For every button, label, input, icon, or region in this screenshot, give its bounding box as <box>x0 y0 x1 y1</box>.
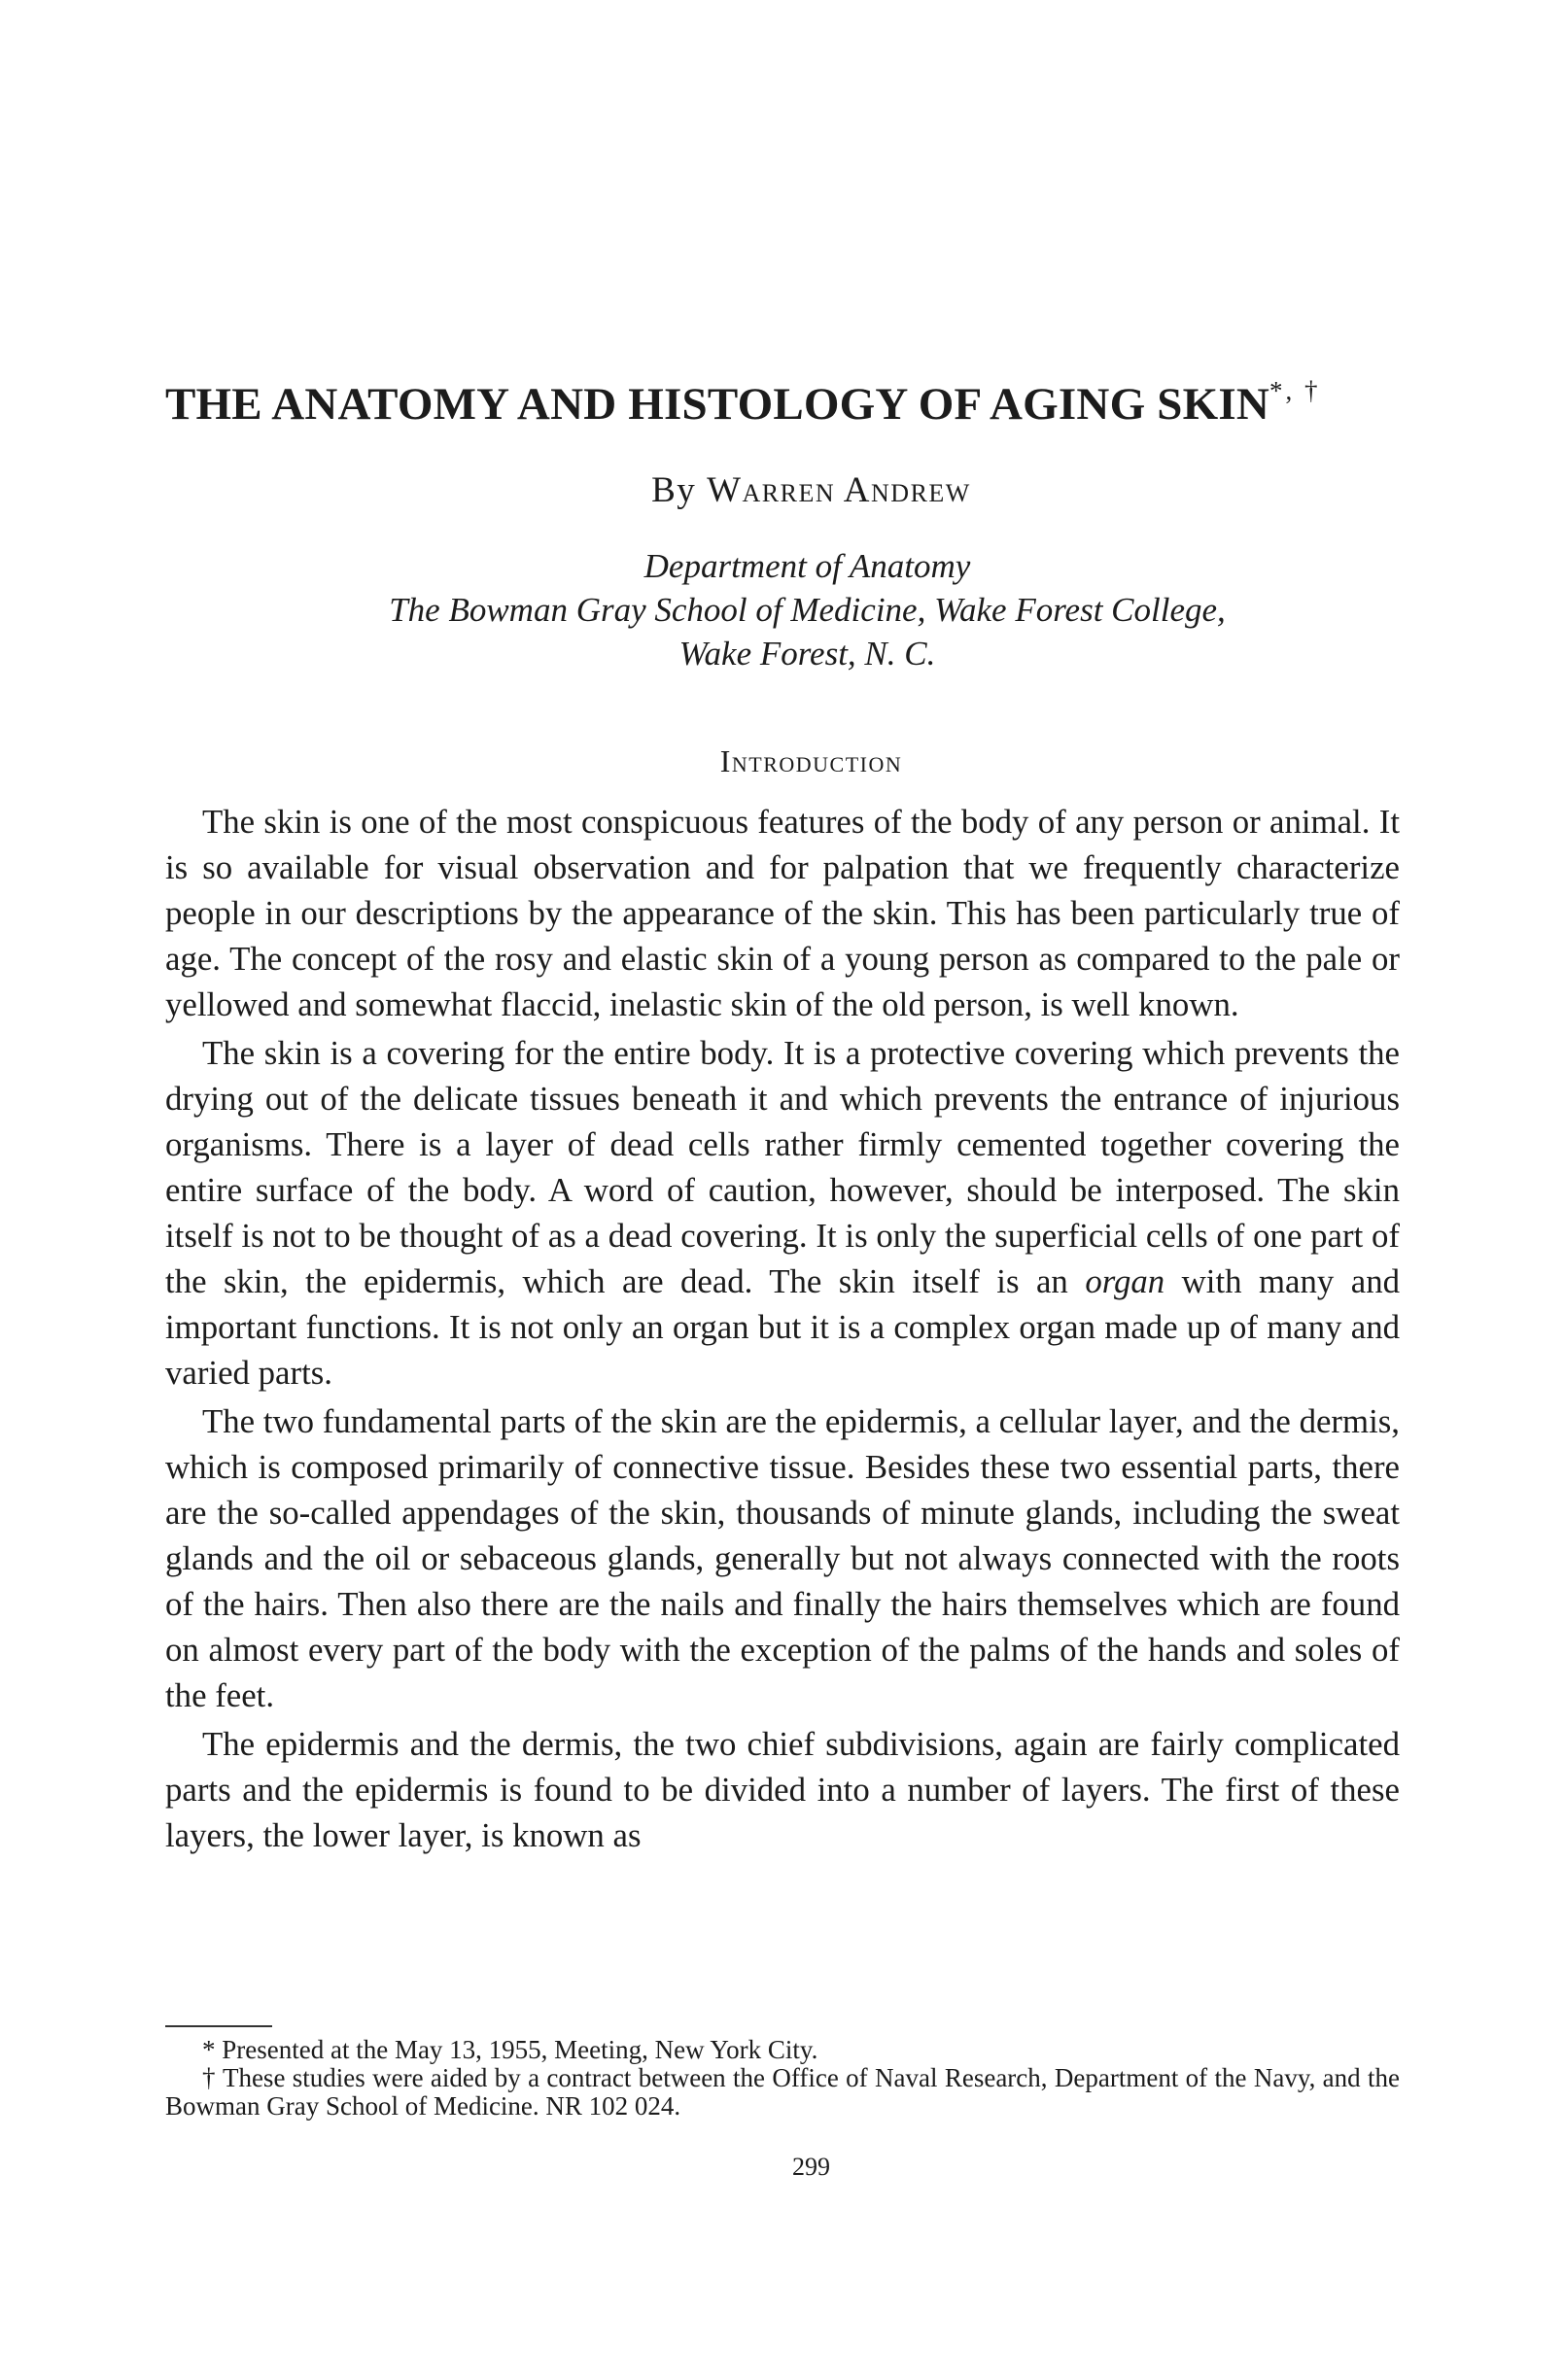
footnote-presented: * Presented at the May 13, 1955, Meeting, New York City. <box>202 2035 818 2064</box>
affiliation-location: Wake Forest, N. C. <box>678 635 936 673</box>
footnotes <box>165 2036 1400 2121</box>
paragraph-text: The skin is a covering for the entire body. It is a protective covering which prevents the drying out of the delicate tissues beneath it and which prevents the entrance of injurious organisms. There is a layer of dead cells rather firmly cemented together covering the entire surface of the body. A word of caution, however, should be interposed. The skin itself is not to be thought of as a dead covering. It is only the superficial cells of one part of the skin, the epidermis, which are dead. The skin itself is an <box>165 1034 1400 1300</box>
byline-prefix: By <box>651 470 697 510</box>
section-heading: Introduction <box>719 743 903 778</box>
footnote-divider <box>165 2025 272 2027</box>
paragraph-text: with many and important functions. It is not only an organ but it is a complex organ made up of many and varied parts. <box>165 1262 1400 1392</box>
page-number: 299 <box>792 2153 830 2181</box>
body-paragraph <box>165 1030 1400 1396</box>
author-byline <box>0 469 1564 512</box>
article-title <box>165 377 1419 431</box>
body-paragraph: The skin is one of the most conspicuous features of the body of any person or animal. It is so available for visual observation and for palpation that we frequently characterize people in our descriptions by the appearance of the skin. This has been particularly true of age. The concept of the rosy and elastic skin of a young person as compared to the pale or yellowed and somewhat flaccid, inelastic skin of the old person, is well known. <box>165 803 1400 1023</box>
affiliation-department: Department of Anatomy <box>643 547 971 585</box>
author-affiliation <box>0 544 1564 675</box>
author-name: Warren Andrew <box>707 470 971 510</box>
affiliation-institution: The Bowman Gray School of Medicine, Wake Forest College, <box>389 591 1226 629</box>
body-paragraph: The epidermis and the dermis, the two chief subdivisions, again are fairly complicated parts and the epidermis is found to be divided into a number of layers. The first of these layers, the lower layer, is known as <box>165 1725 1400 1854</box>
article-body <box>165 799 1400 1858</box>
footnote-funding: † These studies were aided by a contract between the Office of Naval Research, Department of the Navy, and the Bowman Gray School of Medicine. NR 102 024. <box>165 2063 1400 2121</box>
emphasized-word: organ <box>1085 1262 1165 1300</box>
title-footnote-marks: *, † <box>1269 376 1321 405</box>
article-title-text: THE ANATOMY AND HISTOLOGY OF AGING SKIN <box>165 379 1270 430</box>
body-paragraph: The two fundamental parts of the skin are the epidermis, a cellular layer, and the dermis, which is composed primarily of connective tissue. Besides these two essential parts, there are the so-called appendages of the skin, thousands of minute glands, including the sweat glands and the oil or sebaceous glands, generally but not always connected with the roots of the hairs. Then also there are the nails and finally the hairs themselves which are found on almost every part of the body with the exception of the palms of the hands and soles of the feet. <box>165 1402 1400 1714</box>
